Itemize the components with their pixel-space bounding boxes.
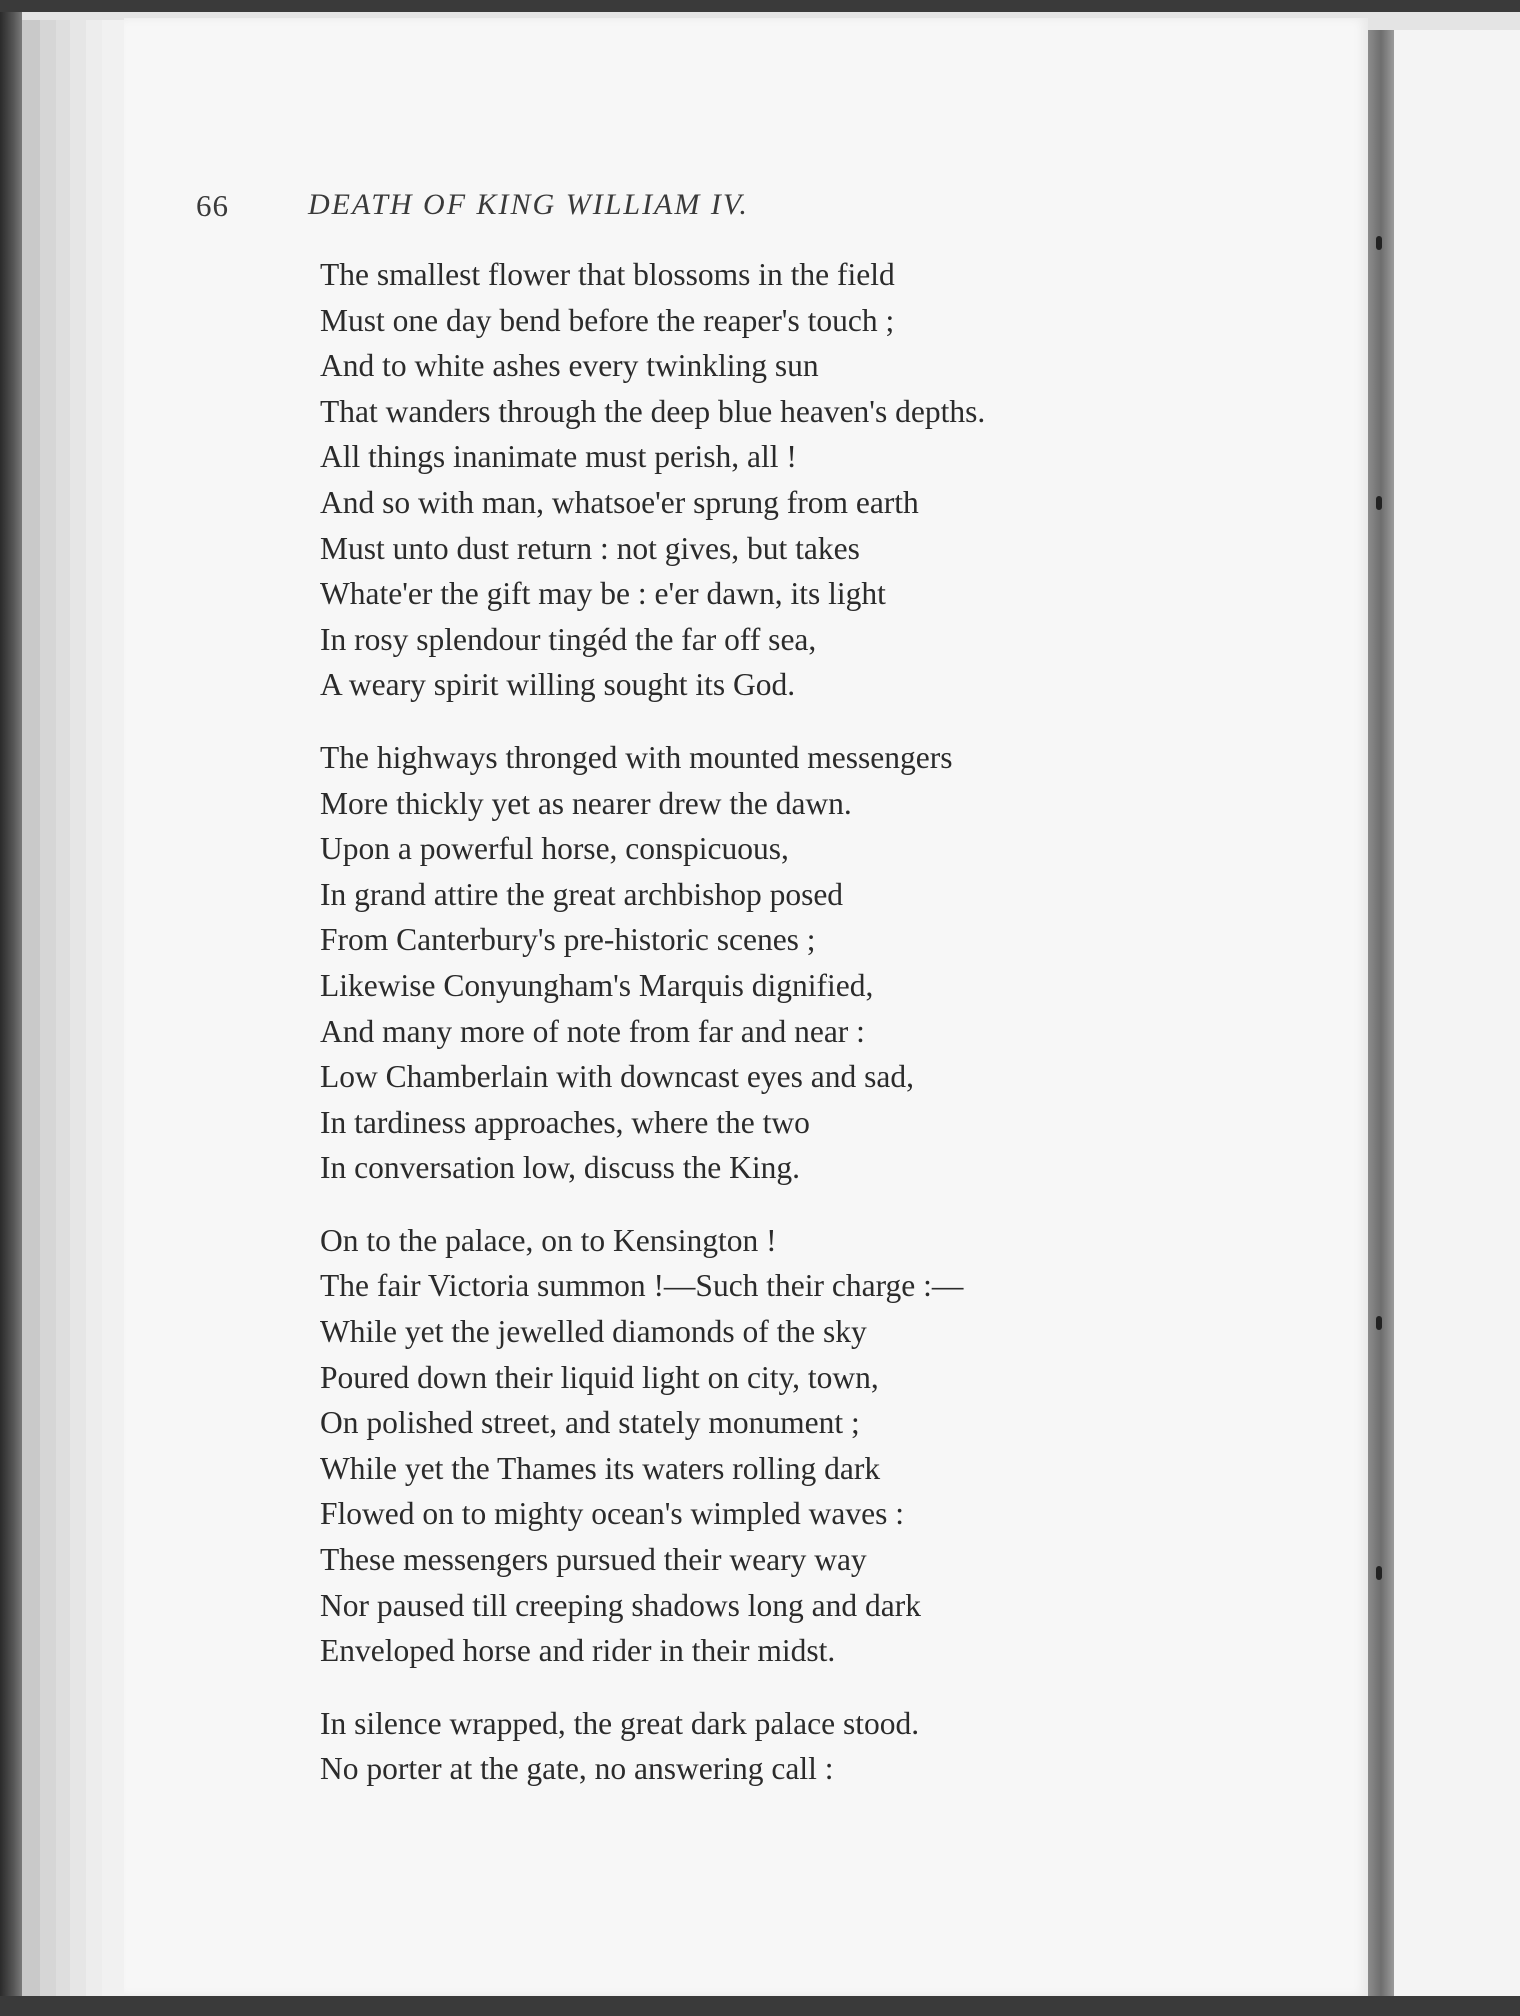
poem-line: In conversation low, discuss the King. xyxy=(320,1150,801,1186)
poem-line: Must unto dust return : not gives, but takes xyxy=(320,530,860,566)
poem-line: The smallest flower that blossoms in the field xyxy=(320,257,895,292)
stanza-2 xyxy=(320,735,1280,1191)
poem-line: The highways thronged with mounted messengers xyxy=(320,739,953,775)
poem-line: Upon a powerful horse, conspicuous, xyxy=(320,831,789,867)
scan-speck xyxy=(1376,496,1382,510)
poem-line: Nor paused till creeping shadows long and dark xyxy=(320,1587,921,1623)
page-number: 66 xyxy=(196,188,229,223)
poem-line: And many more of note from far and near : xyxy=(320,1013,865,1049)
poem-line: Whate'er the gift may be : e'er dawn, its light xyxy=(320,576,886,612)
poem-line: From Canterbury's pre-historic scenes ; xyxy=(320,922,816,958)
scan-left-border xyxy=(0,0,22,2016)
poem-line: On polished street, and stately monument ; xyxy=(320,1405,860,1441)
poem-line: In silence wrapped, the great dark palace stood. xyxy=(320,1705,920,1741)
running-title: DEATH OF KING WILLIAM IV. xyxy=(308,188,749,221)
poem-line: And so with man, whatsoe'er sprung from earth xyxy=(320,484,919,520)
poem-line: Likewise Conyungham's Marquis dignified, xyxy=(320,967,874,1003)
poem-line: In grand attire the great archbishop posed xyxy=(320,876,844,912)
scan-speck xyxy=(1376,1316,1382,1330)
scan-speck xyxy=(1376,236,1382,250)
poem-line: In tardiness approaches, where the two xyxy=(320,1104,810,1140)
poem-line: Poured down their liquid light on city, town, xyxy=(320,1359,879,1395)
poem-body xyxy=(320,252,1280,1792)
poem-line: Low Chamberlain with downcast eyes and sad, xyxy=(320,1059,914,1095)
page-edge xyxy=(22,20,41,1996)
poem-line: While yet the jewelled diamonds of the sky xyxy=(320,1314,867,1350)
poem-line: On to the palace, on to Kensington ! xyxy=(320,1222,777,1258)
poem-line: In rosy splendour tingéd the far off sea, xyxy=(320,621,817,657)
stanza-1 xyxy=(320,252,1280,708)
poem-line: No porter at the gate, no answering call : xyxy=(320,1751,834,1787)
book-gutter xyxy=(1368,30,1394,1996)
page-edge xyxy=(102,20,125,1996)
poem-line: Enveloped horse and rider in their midst. xyxy=(320,1633,836,1669)
poem-line: Flowed on to mighty ocean's wimpled waves : xyxy=(320,1496,904,1532)
stanza-3 xyxy=(320,1218,1280,1674)
scan-speck xyxy=(1376,1566,1382,1580)
poem-line: A weary spirit willing sought its God. xyxy=(320,667,796,703)
poem-line: The fair Victoria summon !—Such their charge :— xyxy=(320,1268,964,1304)
stanza-4 xyxy=(320,1701,1280,1792)
page-edge xyxy=(86,20,103,1996)
scan-top-border xyxy=(0,0,1520,12)
poem-line: These messengers pursued their weary way xyxy=(320,1542,867,1578)
poem-line: And to white ashes every twinkling sun xyxy=(320,348,819,384)
page-edge xyxy=(40,20,57,1996)
page-edge xyxy=(56,20,71,1996)
poem-line: All things inanimate must perish, all ! xyxy=(320,439,797,475)
scan-bottom-border xyxy=(0,1996,1520,2016)
poem-line: That wanders through the deep blue heaven's depths. xyxy=(320,393,986,429)
poem-line: More thickly yet as nearer drew the dawn. xyxy=(320,785,852,821)
poem-line: While yet the Thames its waters rolling dark xyxy=(320,1450,881,1486)
facing-page-edge xyxy=(1394,30,1520,1996)
page-edge xyxy=(70,20,87,1996)
poem-line: Must one day bend before the reaper's touch ; xyxy=(320,302,895,338)
running-head xyxy=(196,188,1096,228)
